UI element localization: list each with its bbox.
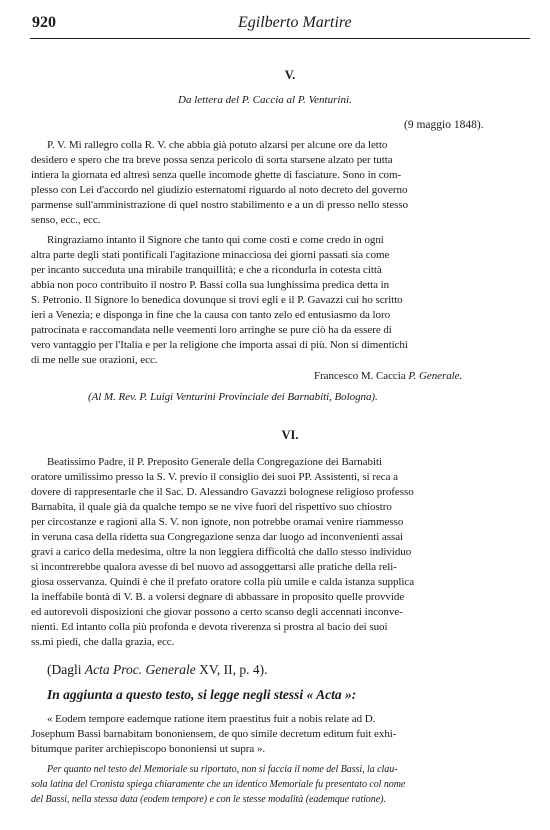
paragraph-line: la ineffabile bontà di V. B. a volersi degnare di abbassare in proposito quelle provvide [31,591,405,603]
paragraph-line: Beatissimo Padre, il P. Preposito Generale della Congregazione dei Barnabiti [47,456,382,468]
paragraph-line: di me nelle sue orazioni, ecc. [31,354,158,366]
note-line: del Bassi, nella stessa data (eodem tempore) e con le stesse modalità (eademque ratione). [31,794,386,805]
paragraph-line: parmense sull'amministrazione di quel nostro stabilimento e a un di presso nello stesso [31,199,409,211]
note-line: Per quanto nel testo del Memoriale su riportato, non si faccia il nome del Bassi, la clau- [47,764,398,775]
paragraph-line: oratore umilissimo presso la S. V. previo il consiglio dei suoi PP. Assistenti, si reca a [31,471,398,483]
addition-heading: In aggiunta a questo testo, si legge negli stessi « Acta »: [47,687,357,702]
source-pre: (Dagli [47,662,82,677]
paragraph-line: per incanto succeduta una mirabile tranquillità; e che a ricondurla in cotesta città [31,264,382,276]
paragraph-line: si incontrerebbe qualora avesse di bel nuovo ad assoggettarsi alle pratiche della reli- [31,561,397,573]
latin-line: « Eodem tempore eademque ratione item praestitus fuit a nobis relate ad D. [47,713,376,725]
paragraph-line: Ringraziamo intanto il Signore che tanto qui come costì e come credo in ogni [47,234,384,246]
running-title: Egilberto Martire [238,14,352,31]
paragraph-line: nienti. Ed intanto colla più profonda e devota riverenza si prostra al bacio dei suoi [31,621,388,633]
source-title: Acta Proc. Generale [84,662,196,677]
paragraph-line: plesso con Lei d'accordo nel giudizio esternatomi riguardo al noto decreto del governo [31,184,408,196]
paragraph-line: vero vantaggio per l'Italia e per la religione che importa assai di più. Non si dimentichi [31,339,408,351]
source-citation [47,662,267,678]
paragraph-line: desidero e spero che tra breve possa senza pericolo di sorta starsene alzato per tutta [31,154,393,166]
letter-signature [314,369,462,384]
latin-line: Josephum Bassi barnabitam bononiensem, de quo simile decretum editum fuit exhi- [31,728,397,740]
paragraph-line: abbia non poco contribuito il nostro P. Bassi colla sua lunghissima predica detta in [31,279,390,291]
paragraph-line: ieri a Venezia; e disponga in fine che la causa con tanto zelo ed entusiasmo da loro [31,309,391,321]
paragraph-line: gravi a carico della medesima, oltre la non leggiera difficoltà che dallo stesso individuo [31,546,412,558]
latin-line: bitumque pariter archiepiscopo bononiensi ut supra ». [31,743,266,755]
section-v-subtitle: Da lettera del P. Caccia al P. Venturini. [178,94,352,106]
letter-date: (9 maggio 1848). [404,119,484,131]
paragraph-line: in veruna casa della ridetta sua Congregazione senza dar luogo ad inconvenienti assai [31,531,404,543]
paragraph-line: per circostanze e ragioni alla S. V. non ignote, non potrebbe oramai venire riammesso [31,516,404,528]
source-post: XV, II, p. 4). [199,662,268,677]
paragraph-line: S. Petronio. Il Signore lo benedica dovunque si trovi egli e il P. Gavazzi cui ho scritto [31,294,403,306]
signature-name: Francesco M. Caccia [314,370,406,382]
paragraph-line: ed autorevoli disposizioni che giovar possono a certo scanso degli accennati inconve- [31,606,403,618]
paragraph-line: senso, ecc., ecc. [31,214,101,226]
page-number: 920 [32,14,56,31]
paragraph-line: patrocinata e raccomandata nelle veementi loro arringhe se pure ciò ha da essere di [31,324,392,336]
paragraph-line: altra parte degli stati pontificali l'agitazione minacciosa dei giorni passati sia come [31,249,390,261]
paragraph-line: intiera la giornata ed altresì senza quelle incomode ghette di fasciature. Sono in com- [31,169,402,181]
page-header [30,14,530,39]
note-line: sola latina del Cronista spiega chiaramente che un identico Memoriale fu presentato col nome [31,779,406,790]
paragraph-line: giosa osservanza. Quindi è che il prefato oratore colla più umile e calda istanza supplica [31,576,415,588]
signature-title: P. Generale. [408,370,463,382]
letter-address: (Al M. Rev. P. Luigi Venturini Provinciale dei Barnabiti, Bologna). [88,391,378,403]
paragraph-line: Barnabita, il quale già da qualche tempo se ne vive fuori del rispettivo suo chiostro [31,501,392,513]
section-numeral-v: V. [284,68,296,82]
section-numeral-vi: VI. [281,428,299,442]
paragraph-line: ss.mi piedi, che dalla grazia, ecc. [31,636,175,648]
paragraph-line: P. V. Mi rallegro colla R. V. che abbia già potuto alzarsi per alcune ore da letto [47,139,388,151]
paragraph-line: dovere di rappresentarle che il Sac. D. Alessandro Gavazzi bolognese religioso professo [31,486,414,498]
